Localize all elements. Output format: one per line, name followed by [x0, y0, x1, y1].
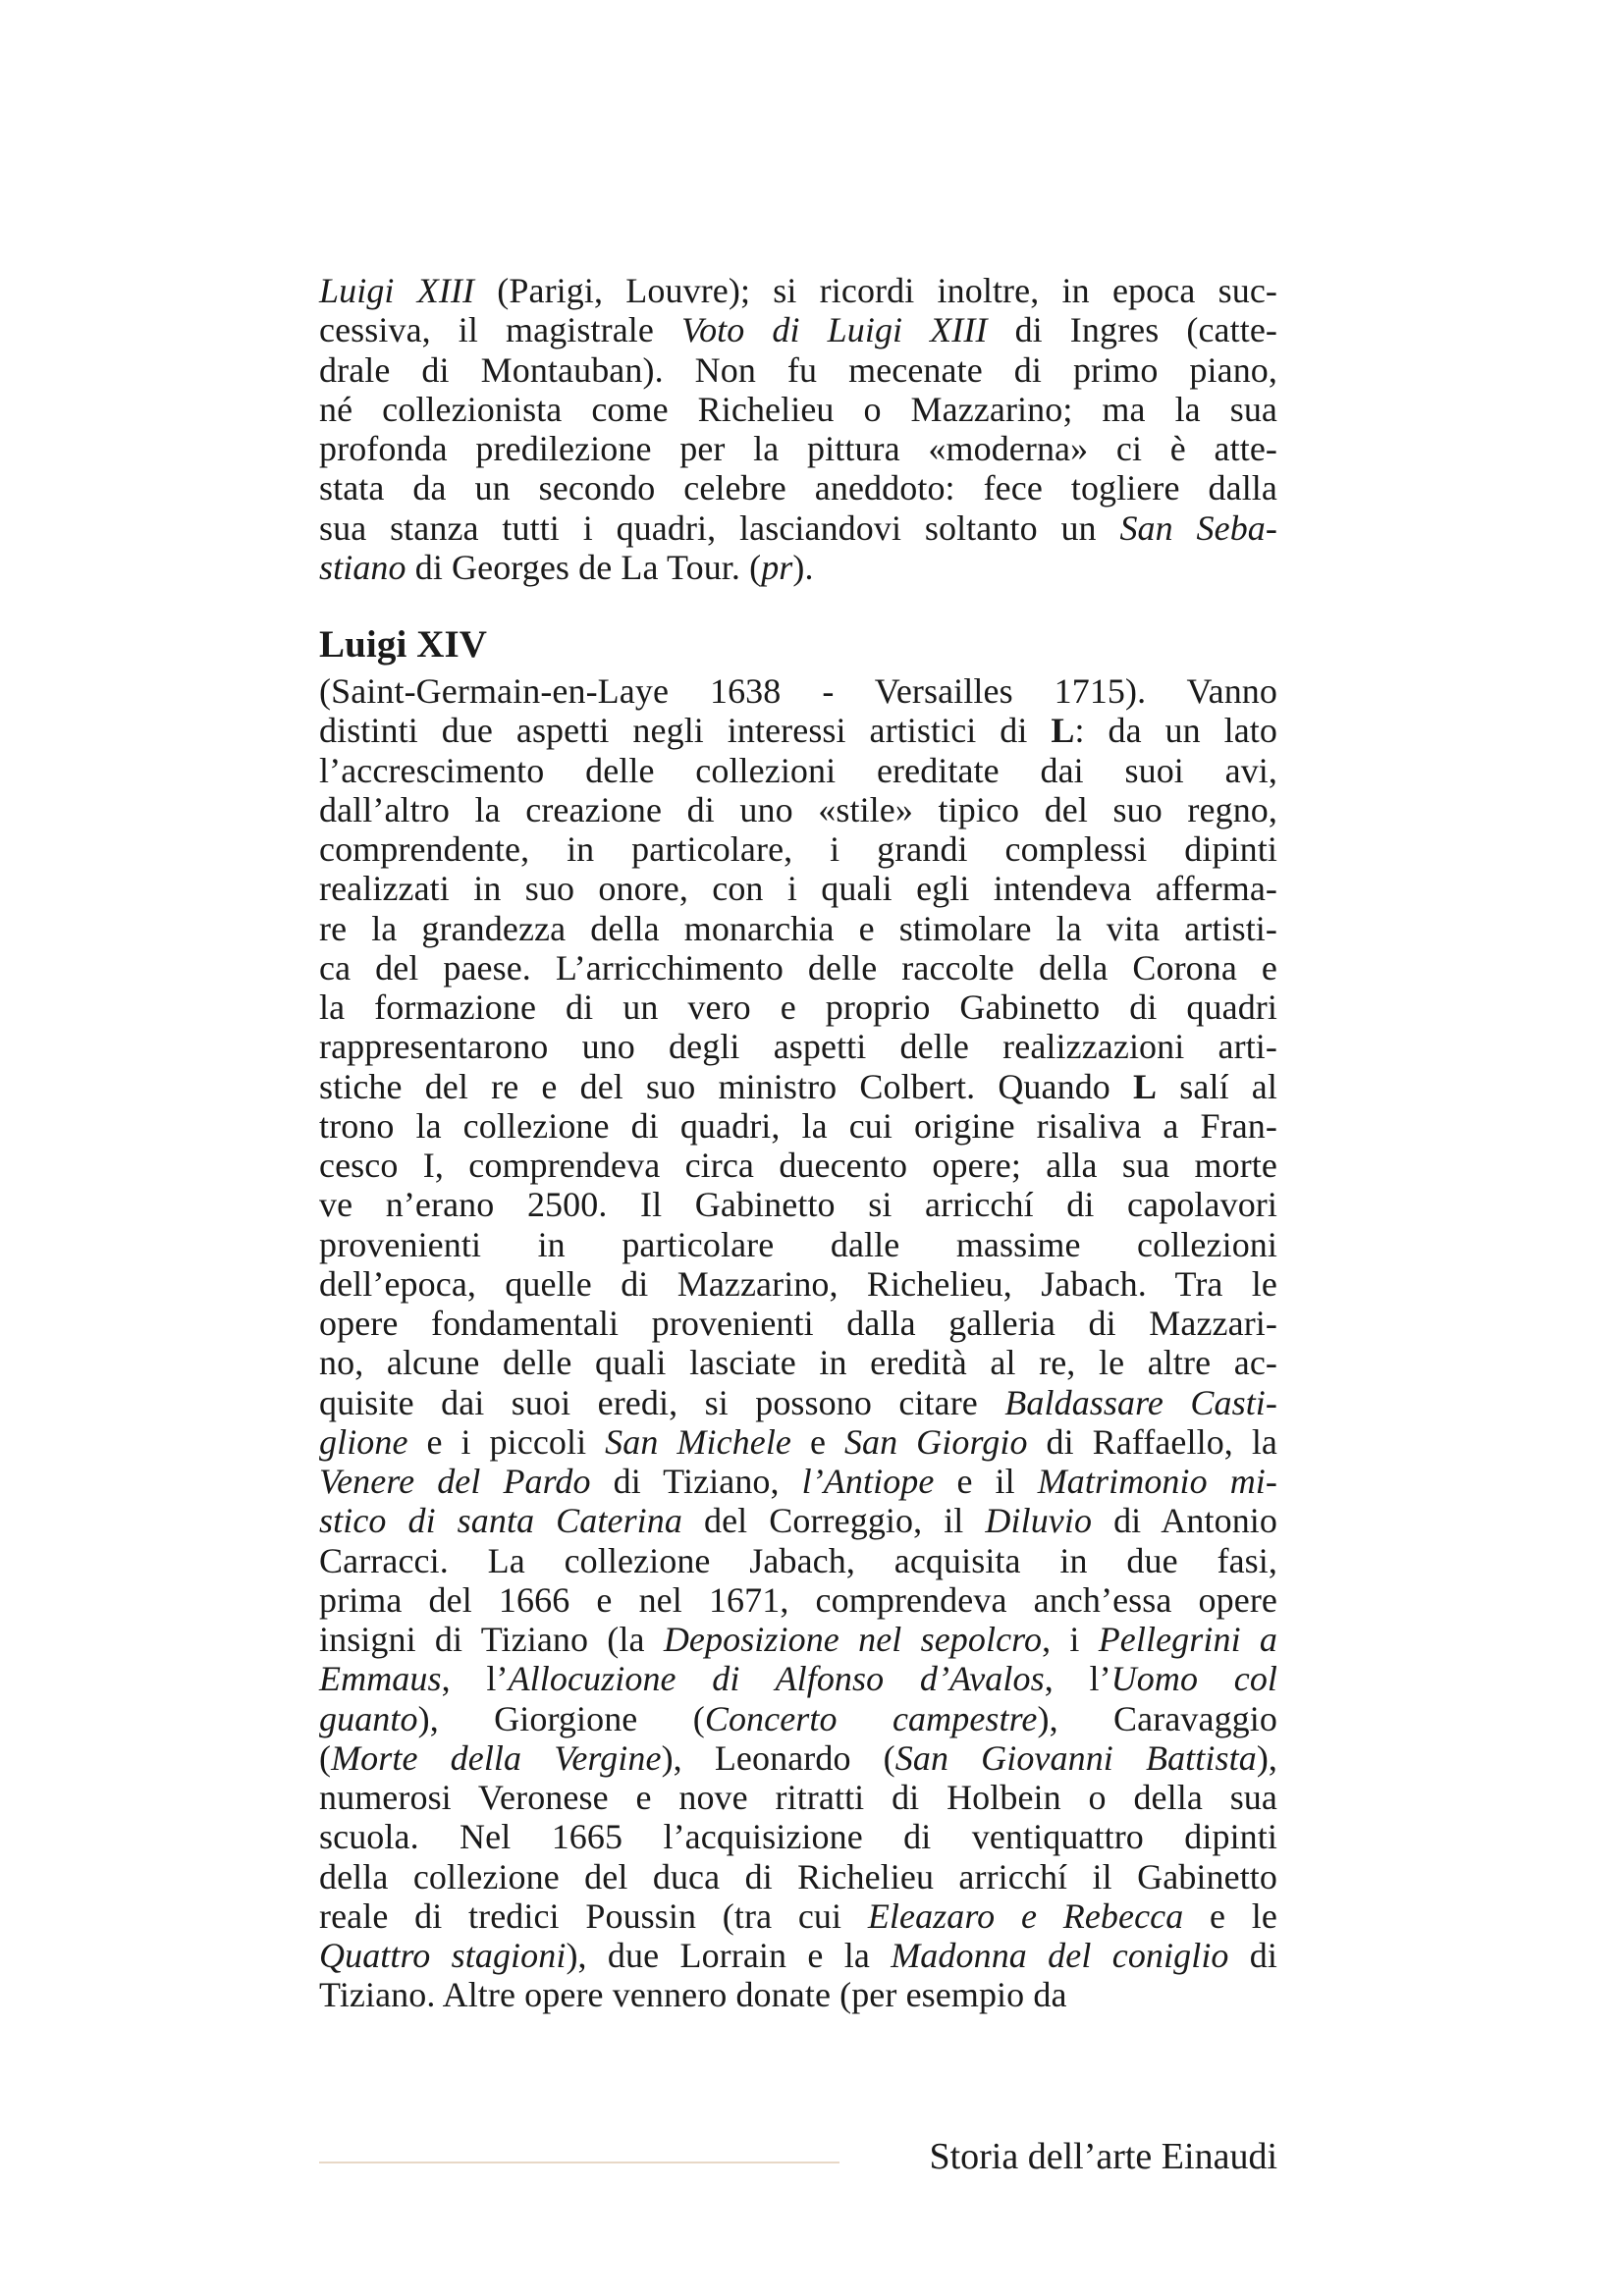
italic-title: guanto	[319, 1698, 418, 1738]
italic-title: San Seba-	[1119, 507, 1277, 548]
italic-title: Morte della Vergine	[331, 1737, 662, 1778]
text-run: re la grandezza della monarchia e stimolare la vita artisti-	[319, 908, 1277, 948]
text-line	[319, 1501, 1277, 1540]
text-line	[319, 751, 1277, 790]
text-run: (Parigi, Louvre); si ricordi inoltre, in epoca suc-	[474, 271, 1277, 310]
text-line	[319, 711, 1277, 750]
page-footer	[319, 2132, 1277, 2181]
text-line	[319, 1422, 1277, 1462]
text-line	[319, 1936, 1277, 1975]
text-run: della collezione del duca di Richelieu arricchí il Gabinetto	[319, 1856, 1277, 1896]
text-run: sua stanza tutti i quadri, lasciandovi soltanto un	[319, 507, 1120, 548]
section-heading: Luigi XIV	[319, 623, 488, 666]
italic-title: stico di santa Caterina	[319, 1501, 682, 1541]
text-run: scuola. Nel 1665 l’acquisizione di ventiquattro dipinti	[319, 1817, 1277, 1857]
text-line	[319, 1264, 1277, 1304]
text-line	[319, 508, 1277, 548]
text-line	[319, 1027, 1277, 1066]
text-run: insigni di Tiziano (la	[319, 1620, 664, 1659]
text-line	[319, 429, 1277, 468]
text-run: realizzati in suo onore, con i quali egli intendeva afferma-	[319, 869, 1277, 909]
italic-title: Eleazaro e Rebecca	[867, 1896, 1184, 1936]
italic-title: Allocuzione di Alfonso d’Avalos	[508, 1659, 1045, 1699]
text-run: provenienti in particolare dalle massime collezioni	[319, 1224, 1277, 1264]
text-line	[319, 1699, 1277, 1738]
text-run: ca del paese. L’arricchimento delle raccolte della Corona e	[319, 947, 1277, 988]
text-run: ), due Lorrain e la	[566, 1936, 892, 1975]
italic-title: Pellegrini a	[1098, 1620, 1278, 1659]
text-run: di Tiziano,	[590, 1462, 802, 1501]
text-line	[319, 1975, 1277, 2014]
text-run: rappresentarono uno degli aspetti delle realizzazioni arti-	[319, 1027, 1277, 1067]
text-line	[319, 1580, 1277, 1620]
text-run: la formazione di un vero e proprio Gabinetto di quadri	[319, 988, 1277, 1027]
text-run: Carracci. La collezione Jabach, acquisita in due fasi,	[319, 1540, 1277, 1580]
italic-title: Luigi XIII	[319, 271, 475, 310]
italic-title: Uomo col	[1110, 1659, 1278, 1699]
italic-title: pr	[761, 547, 793, 587]
text-run: profonda predilezione per la pittura «moderna» ci è atte-	[319, 429, 1277, 468]
text-run: numerosi Veronese e nove ritratti di Holbein o della sua	[319, 1778, 1277, 1817]
text-run: ve n’erano 2500. Il Gabinetto si arricchí di capolavori	[319, 1185, 1277, 1225]
text-run: trono la collezione di quadri, la cui origine risaliva a Fran-	[319, 1105, 1277, 1146]
text-run: ), Leonardo (	[661, 1737, 895, 1778]
italic-title: Deposizione nel sepolcro	[663, 1620, 1043, 1659]
text-run: drale di Montauban). Non fu mecenate di primo piano,	[319, 349, 1277, 390]
text-line	[319, 271, 1277, 310]
body-paragraph	[319, 671, 1277, 2015]
text-line	[319, 1146, 1277, 1185]
text-line	[319, 829, 1277, 869]
text-line	[319, 909, 1277, 948]
text-run: di Antonio	[1092, 1501, 1277, 1541]
text-run: prima del 1666 e nel 1671, comprendeva anch’essa opere	[319, 1579, 1277, 1620]
text-line	[319, 390, 1277, 429]
text-line	[319, 310, 1277, 349]
bold-abbrev: L	[1051, 711, 1075, 751]
italic-title: l’Antiope	[801, 1462, 935, 1501]
italic-title: glione	[319, 1421, 408, 1462]
page-content	[319, 271, 1277, 2015]
text-run: , l’	[1044, 1659, 1111, 1699]
text-run: stata da un secondo celebre aneddoto: fece togliere dalla	[319, 468, 1277, 508]
text-run: (	[319, 1737, 332, 1778]
text-run: e	[791, 1421, 844, 1462]
text-line	[319, 790, 1277, 829]
text-run: ).	[792, 547, 814, 587]
text-line	[319, 350, 1277, 390]
italic-title: Baldassare Casti-	[1004, 1382, 1277, 1422]
text-run: cesco I, comprendeva circa duecento opere; alla sua morte	[319, 1146, 1277, 1185]
italic-title: Quattro stagioni	[319, 1936, 567, 1975]
italic-title: Matrimonio mi-	[1037, 1462, 1277, 1501]
text-run: l’accrescimento delle collezioni ereditate dai suoi avi,	[319, 750, 1277, 790]
text-line	[319, 671, 1277, 711]
bold-abbrev: L	[1133, 1066, 1158, 1106]
text-line	[319, 948, 1277, 988]
text-line	[319, 1738, 1277, 1778]
text-line	[319, 1541, 1277, 1580]
text-line	[319, 1304, 1277, 1343]
text-run: : da un lato	[1074, 711, 1277, 751]
text-run: comprendente, in particolare, i grandi complessi dipinti	[319, 829, 1277, 869]
text-line	[319, 1817, 1277, 1856]
text-run: reale di tredici Poussin (tra cui	[319, 1896, 868, 1936]
text-line	[319, 548, 1277, 587]
text-line	[319, 1896, 1277, 1936]
text-line	[319, 988, 1277, 1027]
italic-title: Diluvio	[985, 1501, 1093, 1541]
text-line	[319, 1620, 1277, 1659]
text-run: ),	[1256, 1737, 1278, 1778]
text-run: quisite dai suoi eredi, si possono citare	[319, 1382, 1005, 1422]
text-run: di Raffaello, la	[1027, 1421, 1278, 1462]
italic-title: stiano	[319, 547, 406, 587]
italic-title: Venere del Pardo	[319, 1462, 591, 1501]
italic-title: San Michele	[605, 1421, 792, 1462]
text-run: Tiziano. Altre opere vennero donate (per esempio da	[319, 1975, 1067, 2015]
italic-title: Emmaus	[319, 1659, 442, 1699]
text-line	[319, 869, 1277, 908]
text-line	[319, 1383, 1277, 1422]
text-run: dall’altro la creazione di uno «stile» tipico del suo regno,	[319, 789, 1277, 829]
text-run: , l’	[441, 1659, 509, 1699]
text-run: no, alcune delle quali lasciate in eredità al re, le altre ac-	[319, 1343, 1277, 1383]
text-run: opere fondamentali provenienti dalla galleria di Mazzari-	[319, 1304, 1277, 1343]
text-run: distinti due aspetti negli interessi artistici di	[319, 711, 1052, 751]
italic-title: Madonna del coniglio	[891, 1936, 1229, 1975]
text-line	[319, 468, 1277, 507]
text-line	[319, 1343, 1277, 1382]
text-line	[319, 1067, 1277, 1106]
text-run: (Saint-Germain-en-Laye 1638 - Versailles 1715). Vanno	[319, 671, 1277, 711]
text-line	[319, 1857, 1277, 1896]
text-run: ), Caravaggio	[1037, 1698, 1277, 1738]
footer-rule	[319, 2162, 839, 2163]
text-run: e le	[1183, 1896, 1277, 1936]
text-run: di	[1228, 1936, 1278, 1975]
text-line	[319, 1185, 1277, 1224]
text-run: stiche del re e del suo ministro Colbert. Quando	[319, 1066, 1134, 1106]
intro-paragraph	[319, 271, 1277, 587]
footer-publisher: Storia dell’arte Einaudi	[929, 2136, 1277, 2177]
text-run: cessiva, il magistrale	[319, 310, 681, 350]
text-run: di Ingres (catte-	[987, 310, 1278, 350]
text-run: di Georges de La Tour. (	[406, 547, 762, 587]
text-line	[319, 1659, 1277, 1698]
text-run: dell’epoca, quelle di Mazzarino, Richelieu, Jabach. Tra le	[319, 1263, 1277, 1304]
italic-title: San Giorgio	[843, 1421, 1028, 1462]
text-run: , i	[1042, 1620, 1099, 1659]
italic-title: San Giovanni Battista	[894, 1737, 1257, 1778]
text-line	[319, 1778, 1277, 1817]
text-run: né collezionista come Richelieu o Mazzarino; ma la sua	[319, 389, 1277, 429]
text-run: salí al	[1157, 1066, 1277, 1106]
text-line	[319, 1106, 1277, 1146]
text-run: e i piccoli	[407, 1421, 606, 1462]
italic-title: Concerto campestre	[704, 1698, 1038, 1738]
italic-title: Voto di Luigi XIII	[680, 310, 988, 350]
text-run: del Correggio, il	[681, 1501, 986, 1541]
text-run: e il	[934, 1462, 1038, 1501]
text-run: ), Giorgione (	[417, 1698, 705, 1738]
text-line	[319, 1225, 1277, 1264]
text-line	[319, 1462, 1277, 1501]
